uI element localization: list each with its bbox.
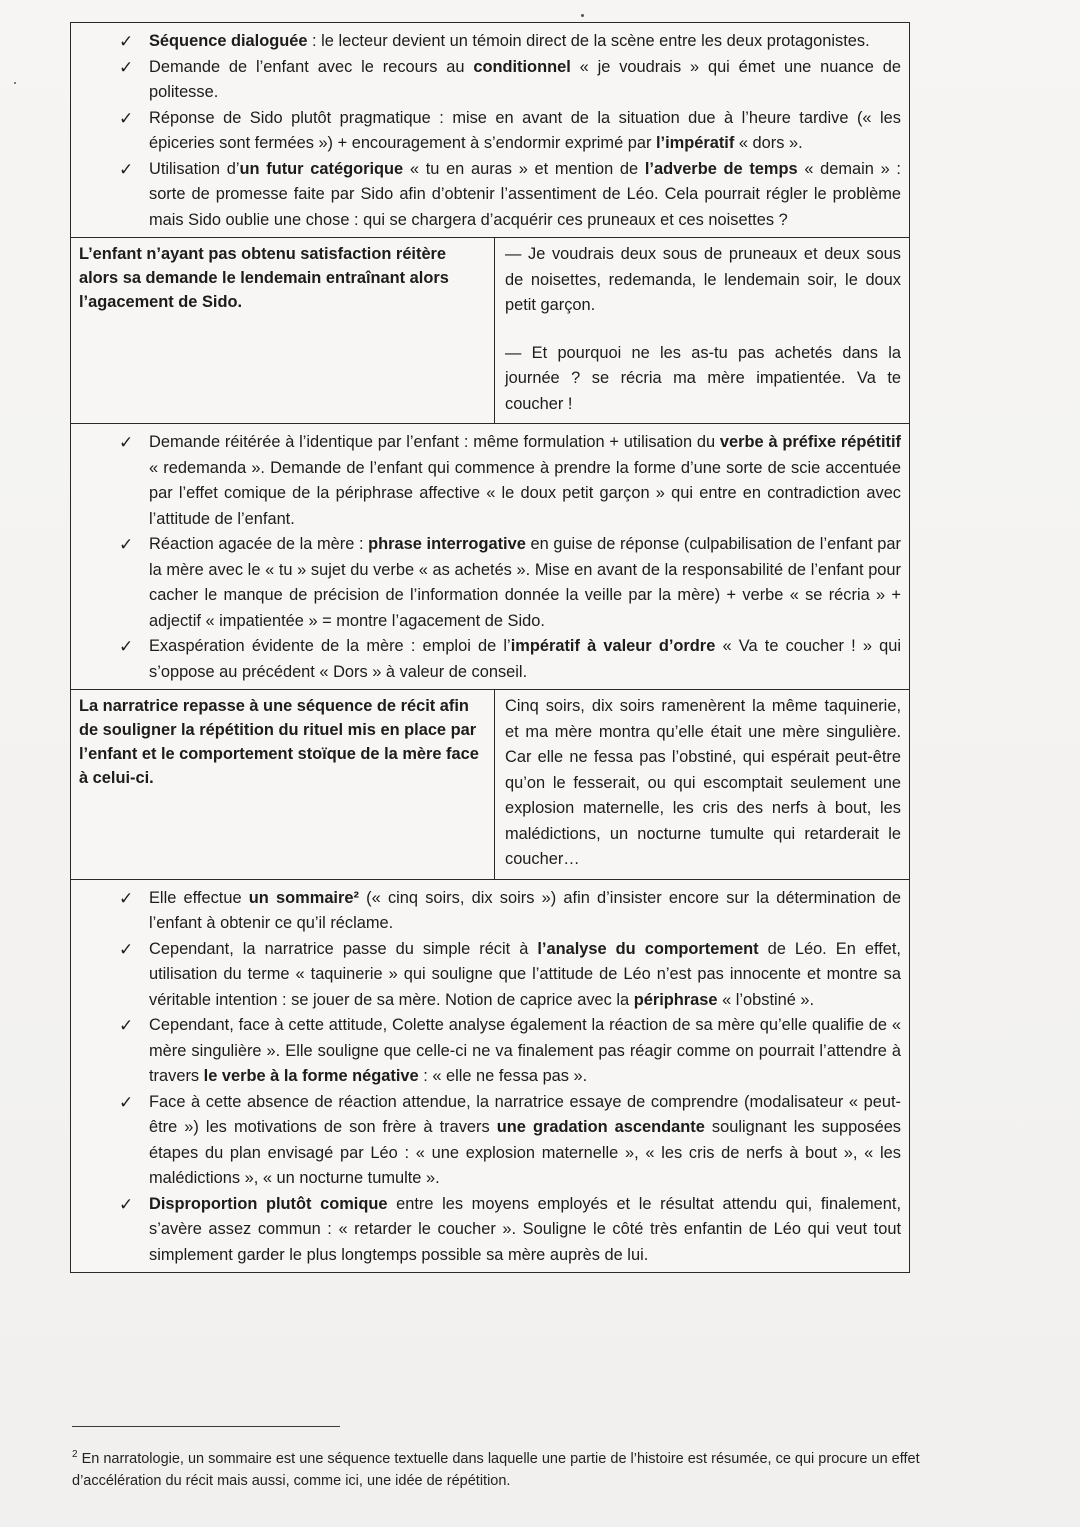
check-list-item — [79, 886, 901, 937]
analysis-table — [70, 22, 910, 1273]
text-run: soulignant les supposées étapes du plan envisagé par Léo : « une explosion maternelle », « les cris de nerfs à bout », « les malédictions », « un nocturne tumulte ». — [149, 1118, 902, 1187]
emphasis-term: un sommaire² — [248, 888, 359, 907]
checkmark-icon: ✓ — [119, 108, 134, 128]
excerpt-paragraph: Cinq soirs, dix soirs ramenèrent la même taquinerie, et ma mère montra qu’elle était une mère singulière. Car elle ne fessa pas l’obstiné, qui espérait peut-être qu’on le fesserait, ou qui escomptait seulement une explosion maternelle, les cris des nerfs à bout, les malédictions, un nocturne tumulte qui retarderait le coucher… — [505, 697, 901, 868]
text-run: Demande de l’enfant avec le recours au — [149, 57, 474, 76]
emphasis-term: conditionnel — [473, 57, 571, 76]
text-run: « Va te coucher ! » qui s’oppose au précédent « Dors » à valeur de conseil. — [149, 637, 901, 681]
check-list-item — [79, 1090, 901, 1192]
text-run: Cependant, la narratrice passe du simple récit à — [149, 939, 538, 958]
text-run: « redemanda ». Demande de l’enfant qui commence à prendre la forme d’une sorte de scie accentuée par l’effet comique de la périphrase affective « le doux petit garçon » qui entre en contradiction avec l’attitude de l’enfant. — [149, 458, 901, 528]
check-list-item — [79, 55, 901, 106]
item-text — [149, 157, 901, 234]
checkmark-icon: ✓ — [119, 1016, 134, 1035]
text-run: Cependant, face à cette attitude, Colette analyse également la réaction de sa mère qu’elle qualifie de « mère singulière ». Elle souligne que celle-ci ne va finalement pas réagir comme on pourrait l’attendre à travers — [149, 1016, 901, 1085]
checkmark-icon: ✓ — [119, 888, 134, 908]
emphasis-term: périphrase — [633, 990, 718, 1009]
text-run: Exaspération évidente de la mère : emploi de l’ — [149, 637, 511, 655]
checkmark-icon: ✓ — [119, 1092, 134, 1112]
emphasis-term: une gradation ascendante — [496, 1118, 705, 1136]
emphasis-term: verbe à préfixe répétitif — [719, 433, 902, 451]
text-run: entre les moyens employés et le résultat attendu qui, finalement, s’avère assez commun : « retarder le coucher ». Souligne le côté très enfantin de Léo qui veut tout simplement garder le plus longtemps possible sa mère auprès de lui. — [149, 1194, 902, 1264]
text-run: « dors ». — [734, 134, 803, 152]
commentary-row — [71, 23, 909, 237]
check-list-item — [79, 1013, 901, 1090]
emphasis-term: un futur catégorique — [239, 159, 404, 178]
analysis-heading: La narratrice repasse à une séquence de récit afin de souligner la répétition du rituel mis en place par l’enfant et le comportement stoïque de la mère face à celui-ci. — [71, 690, 495, 879]
checkmark-icon: ✓ — [119, 939, 134, 959]
emphasis-term: phrase interrogative — [368, 535, 526, 553]
item-text — [149, 29, 901, 55]
check-list-item — [79, 29, 901, 55]
checkmark-icon: ✓ — [119, 637, 134, 656]
text-run: Utilisation d’ — [149, 159, 240, 178]
text-run: : le lecteur devient un témoin direct de la scène entre les deux protagonistes. — [307, 32, 870, 50]
quote-row — [71, 237, 909, 423]
analysis-heading: L’enfant n’ayant pas obtenu satisfaction réitère alors sa demande le lendemain entraînant alors l’agacement de Sido. — [71, 238, 495, 423]
emphasis-term: Séquence dialoguée — [149, 32, 308, 50]
item-text — [149, 1090, 901, 1192]
text-run: « l’obstiné ». — [717, 990, 815, 1009]
scan-speck — [581, 14, 584, 17]
checkmark-icon: ✓ — [119, 535, 134, 554]
item-text — [149, 1013, 901, 1090]
emphasis-term: impératif à valeur d’ordre — [510, 637, 716, 655]
text-run: (« cinq soirs, dix soirs ») afin d’insister encore sur la détermination de l’enfant à obtenir ce qu’il réclame. — [149, 888, 901, 932]
emphasis-term: l’analyse du comportement — [537, 939, 759, 958]
checkmark-icon: ✓ — [119, 433, 134, 452]
check-list-item — [79, 532, 901, 634]
commentary-row — [71, 423, 909, 689]
check-list — [79, 886, 901, 1269]
checkmark-icon: ✓ — [119, 57, 134, 77]
text-run: Demande réitérée à l’identique par l’enfant : même formulation + utilisation du — [149, 433, 720, 451]
check-list-item — [79, 106, 901, 157]
text-run: en guise de réponse (culpabilisation de l’enfant par la mère avec le « tu » sujet du verbe « as achetés ». Mise en avant de la responsabilité de l’enfant pour cacher le manque de précision de l’information donnée la veille par la mère) + verbe « se récria » + adjectif « impatientée » = montre l’agacement de Sido. — [149, 535, 901, 630]
check-list — [79, 430, 901, 685]
check-list-item — [79, 430, 901, 532]
quote-row — [71, 689, 909, 879]
text-run: « demain » : sorte de promesse faite par Sido afin d’obtenir l’assentiment de Léo. Cela pourrait régler le problème mais Sido oublie une chose : qui se chargera d’acquérir ces pruneaux et ces noisettes ? — [149, 159, 901, 229]
footnote-text: En narratologie, un sommaire est une séquence textuelle dans laquelle une partie de l’histoire est résumée, ce qui procure un effet d’accélération du récit mais aussi, comme ici, une idée de répétition. — [72, 1450, 920, 1489]
emphasis-term: le verbe à la forme négative — [203, 1067, 419, 1085]
text-run: Réponse de Sido plutôt pragmatique : mise en avant de la situation due à l’heure tardive (« les épiceries sont fermées ») + encouragement à s’endormir exprimé par — [149, 108, 901, 152]
item-text — [149, 430, 901, 532]
check-list-item — [79, 1192, 901, 1269]
check-list-item — [79, 634, 901, 685]
checkmark-icon: ✓ — [119, 32, 134, 51]
item-text — [149, 1192, 901, 1269]
text-run: : « elle ne fessa pas ». — [418, 1067, 588, 1085]
text-run: Face à cette absence de réaction attendue, la narratrice essaye de comprendre (modalisateur « peut-être ») les motivations de son frère à travers — [149, 1092, 901, 1136]
emphasis-term: l’adverbe de temps — [644, 159, 798, 178]
checkmark-icon: ✓ — [119, 1194, 134, 1214]
excerpt-paragraph: — Et pourquoi ne les as-tu pas achetés dans la journée ? se récria ma mère impatientée. Va te coucher ! — [505, 343, 901, 413]
footnote-marker: 2 — [72, 1449, 78, 1460]
item-text — [149, 886, 901, 937]
text-run: de Léo. En effet, utilisation du terme « taquinerie » qui souligne que l’attitude de Léo n’est pas innocente et montre sa véritable intention : se jouer de sa mère. Notion de caprice avec la — [149, 939, 901, 1009]
checkmark-icon: ✓ — [119, 159, 134, 179]
text-run: Réaction agacée de la mère : — [149, 535, 369, 553]
text-run: « je voudrais » qui émet une nuance de politesse. — [149, 57, 901, 101]
check-list-item — [79, 157, 901, 234]
check-list — [79, 29, 901, 233]
item-text — [149, 55, 901, 106]
item-text — [149, 634, 901, 685]
emphasis-term: Disproportion plutôt comique — [149, 1194, 388, 1213]
scan-speck — [14, 82, 16, 84]
footnote-rule — [72, 1426, 340, 1427]
text-excerpt — [495, 238, 909, 423]
text-run: Elle effectue — [149, 888, 249, 907]
text-run: « tu en auras » et mention de — [403, 159, 645, 178]
item-text — [149, 937, 901, 1014]
text-excerpt — [495, 690, 909, 879]
footnote — [72, 1444, 952, 1492]
item-text — [149, 532, 901, 634]
check-list-item — [79, 937, 901, 1014]
excerpt-paragraph: — Je voudrais deux sous de pruneaux et deux sous de noisettes, redemanda, le lendemain soir, le doux petit garçon. — [505, 245, 901, 314]
item-text — [149, 106, 901, 157]
emphasis-term: l’impératif — [655, 134, 735, 152]
commentary-row — [71, 879, 909, 1273]
